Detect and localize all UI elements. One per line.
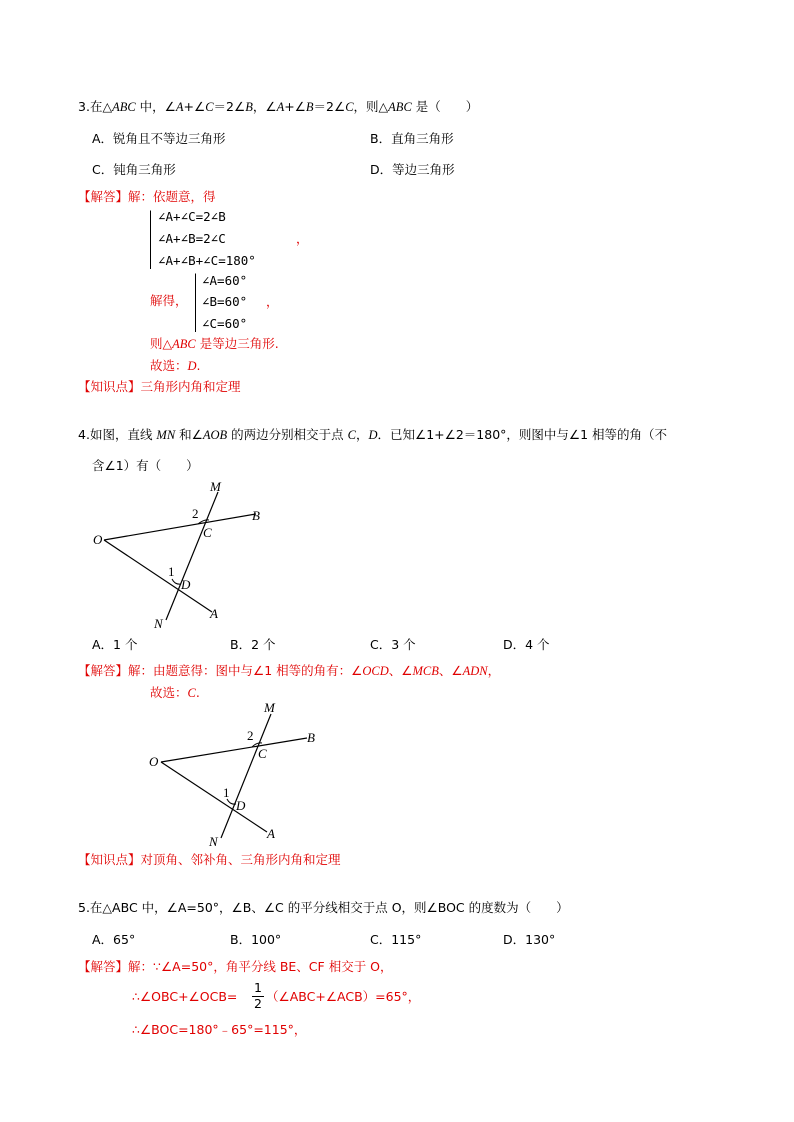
choice-part: . <box>196 358 201 373</box>
q5-option-c: C．115° <box>370 932 422 947</box>
conclusion-part: 是等边三角形. <box>195 336 279 351</box>
choice-part: 故选： <box>150 685 188 700</box>
choice-part: D <box>187 359 197 373</box>
q4-option-d: D．4 个 <box>503 637 550 652</box>
equation-line: ∠A+∠B=2∠C <box>158 231 226 246</box>
kp-tag: 【知识点】 <box>78 379 141 394</box>
q5-step-2 <box>132 991 237 1004</box>
q4-figure <box>88 478 288 634</box>
q3-option-b: B．直角三角形 <box>370 131 454 146</box>
label-a: A <box>267 826 275 841</box>
label-two: 2 <box>192 506 199 521</box>
q4-stem-part: AOB <box>202 428 228 442</box>
q3-stem-part: ＝2∠ <box>313 99 346 114</box>
q4-answer-figure <box>145 700 345 850</box>
q3-knowledge-point <box>78 381 241 394</box>
line-mn <box>221 714 271 838</box>
equation-line: ∠A+∠B+∠C=180° <box>158 253 256 268</box>
q4-stem-part: D <box>368 428 378 442</box>
label-one: 1 <box>223 785 230 800</box>
q4-option-c: C．3 个 <box>370 637 416 652</box>
equation-brace <box>195 273 196 332</box>
q4-stem-part: 如图，直线 <box>89 427 157 442</box>
label-b: B <box>307 730 315 745</box>
q3-stem-part: ＝2∠ <box>213 99 246 114</box>
line-oa <box>104 540 212 612</box>
q3-stem-part: C <box>205 100 214 114</box>
choice-part: . <box>195 685 200 700</box>
kp-text: 对顶角、邻补角、三角形内角和定理 <box>140 852 341 867</box>
answer-part: 、∠ <box>388 663 413 678</box>
q3-option-c: C．钝角三角形 <box>92 162 176 177</box>
q3-stem-part: 中，∠ <box>135 99 176 114</box>
q3-stem-part: C <box>345 100 354 114</box>
equation-brace <box>150 210 151 269</box>
label-m: M <box>264 700 275 715</box>
q3-choice <box>150 360 201 373</box>
q4-option-b: B．2 个 <box>230 637 276 652</box>
q3-stem-part: ，则△ <box>353 99 389 114</box>
q3-stem-part: B <box>305 100 314 114</box>
q4-stem-part: 的两边分别相交于点 <box>227 427 348 442</box>
q4-stem-part: 和∠ <box>175 427 203 442</box>
label-c: C <box>203 525 212 540</box>
q5-answer-line <box>78 961 393 974</box>
conclusion-part: ABC <box>172 337 196 351</box>
answer-tag: 【解答】 <box>78 663 129 678</box>
answer-tag: 【解答】 <box>78 959 129 974</box>
q5-option-b: B．100° <box>230 932 282 947</box>
q3-conclusion <box>150 338 279 351</box>
label-b: B <box>252 508 260 523</box>
equation-line: ∠B=60° <box>202 294 248 309</box>
kp-tag: 【知识点】 <box>78 852 141 867</box>
fraction-denominator: 2 <box>254 995 262 1011</box>
label-d: D <box>236 798 246 813</box>
answer-intro: 解：依题意，得 <box>128 189 216 204</box>
q3-answer-line <box>78 191 216 204</box>
q4-stem-part: ．已知∠1+∠2＝180°，则图中与∠1 相等的角（不 <box>377 427 668 442</box>
q3-stem-part: ，∠ <box>252 99 277 114</box>
conclusion-part: 则△ <box>150 336 173 351</box>
q3-stem-part: +∠ <box>284 99 306 114</box>
angle-1-mark <box>172 579 181 584</box>
q4-knowledge-point <box>78 854 341 867</box>
label-a: A <box>210 606 218 621</box>
q4-stem-line2: 含∠1）有（ ） <box>92 458 199 473</box>
label-one: 1 <box>168 564 175 579</box>
kp-text: 三角形内角和定理 <box>140 379 241 394</box>
answer-part: MCB <box>412 664 439 678</box>
q4-option-a: A．1 个 <box>92 637 138 652</box>
punctuation: ， <box>296 231 309 246</box>
solve-label: 解得， <box>150 293 188 308</box>
label-o: O <box>93 532 103 547</box>
choice-part: C <box>187 686 196 700</box>
label-two: 2 <box>247 728 254 743</box>
q4-answer-line <box>78 665 500 678</box>
q3-stem-part: ABC <box>388 100 412 114</box>
answer-text: 解：∵∠A=50°，角平分线 BE、CF 相交于 O， <box>128 959 393 974</box>
label-c: C <box>258 746 267 761</box>
q5-option-a: A．65° <box>92 932 136 947</box>
q3-stem-part: ABC <box>112 100 136 114</box>
line-ob <box>104 514 256 540</box>
q3-stem-part: 是（ ） <box>411 99 479 114</box>
q3-number: 3. <box>78 99 90 114</box>
q3-option-a: A．锐角且不等边三角形 <box>92 131 226 146</box>
q5-step-3: ∴∠BOC=180°﹣65°=115°， <box>132 1022 307 1037</box>
answer-part: ADN <box>462 664 488 678</box>
equation-line: ∠A=60° <box>202 273 248 288</box>
answer-part: OCD <box>362 664 389 678</box>
label-m: M <box>210 479 221 494</box>
q3-stem-part: A <box>175 100 184 114</box>
line-oa <box>161 762 267 832</box>
line-ob <box>161 738 307 762</box>
answer-part: 、∠ <box>438 663 463 678</box>
label-d: D <box>181 577 191 592</box>
label-o: O <box>149 754 159 769</box>
label-n: N <box>154 616 163 631</box>
step-part: ∴∠OBC+∠OCB= <box>132 989 238 1004</box>
q3-stem-part: 在△ <box>89 99 113 114</box>
q4-stem-part: ， <box>355 427 369 442</box>
q5-stem: 5.在△ABC 中，∠A=50°，∠B、∠C 的平分线相交于点 O，则∠BOC 的度数为（ ） <box>78 900 569 915</box>
punctuation: ， <box>266 294 279 309</box>
label-n: N <box>209 834 218 849</box>
q3-stem-part: A <box>276 100 285 114</box>
answer-part: 解：由题意得：图中与∠1 相等的角有：∠ <box>128 663 363 678</box>
equation-line: ∠C=60° <box>202 316 248 331</box>
q4-choice <box>150 687 200 700</box>
fraction-numerator: 1 <box>254 980 262 995</box>
answer-part: ， <box>487 663 501 678</box>
answer-tag: 【解答】 <box>78 189 129 204</box>
q3-stem-part: B <box>245 100 253 114</box>
q5-option-d: D．130° <box>503 932 556 947</box>
q3-option-d: D．等边三角形 <box>370 162 455 177</box>
q4-stem-line1 <box>78 429 667 442</box>
q4-stem-part: MN <box>156 428 176 442</box>
equation-line: ∠A+∠C=2∠B <box>158 209 226 224</box>
q4-number: 4. <box>78 427 90 442</box>
q3-stem-part: +∠ <box>183 99 206 114</box>
q5-step-2-rest: （∠ABC+∠ACB）=65°， <box>266 989 421 1004</box>
fraction-half <box>252 982 264 1010</box>
choice-part: 故选： <box>150 358 188 373</box>
q4-stem-part: C <box>347 428 356 442</box>
q3-stem <box>78 101 478 114</box>
